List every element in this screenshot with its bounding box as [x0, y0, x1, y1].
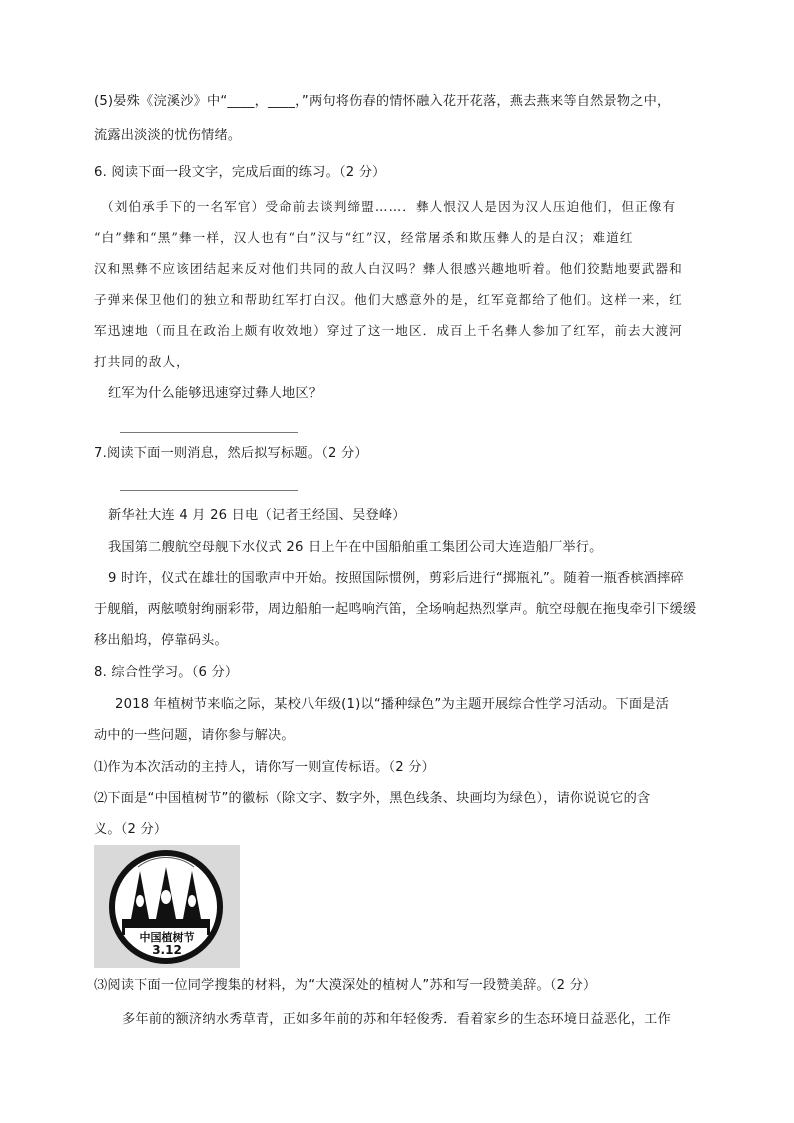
q6-passage-line-2: “白”彝和“黑”彝一样，汉人也有“白”汉与“红”汉，经常屠杀和欺压彝人的是白汉；难道红: [94, 230, 634, 245]
q5-line-2: 流露出淡淡的忧伤情绪。: [94, 128, 242, 143]
q6-title: 6. 阅读下面一段文字，完成后面的练习。（2 分）: [94, 165, 386, 180]
emblem-title: 中国植树节: [139, 931, 195, 944]
q8-sub-question-2-line-1: ⑵下面是“中国植树节”的徽标（除文字、数字外，黑色线条、块画均为绿色），请你说说它的含: [94, 791, 651, 806]
q7-answer-line[interactable]: [120, 490, 298, 491]
q8-sub-question-2-line-2: 义。（2 分）: [94, 822, 168, 837]
q8-intro-line-1: 2018 年植树节来临之际，某校八年级(1)以“播种绿色”为主题开展综合性学习活动。下面是活: [115, 697, 670, 712]
q5-line-1: (5)晏殊《浣溪沙》中“____，____，”两句将伤春的情怀融入花开花落，燕去燕来等自然景物之中，: [94, 94, 671, 109]
emblem-date: 3.12: [152, 943, 182, 957]
q8-title: 8. 综合性学习。（6 分）: [94, 665, 239, 680]
q7-news-para-2-line-3: 移出船坞，停靠码头。: [94, 633, 228, 648]
q6-passage-line-3: 汉和黑彝不应该团结起来反对他们共同的敌人白汉吗？彝人很感兴趣地听着。他们狡黠地要武器和: [94, 261, 683, 276]
q6-passage-line-4: 子弹来保卫他们的独立和帮助红军打白汉。他们大感意外的是，红军竟都给了他们。这样一来，红: [94, 292, 683, 307]
q6-passage-line-1: （刘伯承手下的一名军官）受命前去谈判缔盟……．彝人恨汉人是因为汉人压迫他们，但正像有: [101, 199, 677, 214]
q8-sub-question-3-passage: 多年前的额济纳水秀草青，正如多年前的苏和年轻俊秀．看着家乡的生态环境日益恶化，工作: [122, 1012, 671, 1027]
q7-news-para-2-line-1: 9 时许，仪式在雄壮的国歌声中开始。按照国际惯例，剪彩后进行“掷瓶礼”。随着一瓶香槟酒摔碎: [108, 571, 684, 586]
q8-intro-line-2: 动中的一些问题，请你参与解决。: [94, 728, 295, 743]
arbor-day-emblem: [94, 845, 240, 968]
q7-title: 7.阅读下面一则消息，然后拟写标题。（2 分）: [94, 446, 368, 461]
q6-question: 红军为什么能够迅速穿过彝人地区？: [108, 386, 323, 401]
q7-news-para-2-line-2: 于舰艏，两舷喷射绚丽彩带，周边船舶一起鸣响汽笛，全场响起热烈掌声。航空母舰在拖曳牵引下缓缓: [94, 602, 697, 617]
q7-news-para-1: 我国第二艘航空母舰下水仪式 26 日上午在中国船舶重工集团公司大连造船厂举行。: [108, 540, 603, 555]
q6-passage-line-5: 军迅速地（而且在政治上颇有收效地）穿过了这一地区．成百上千名彝人参加了红军，前去大渡河: [94, 323, 683, 338]
q8-sub-question-3: ⑶阅读下面一位同学搜集的材料，为“大漠深处的植树人”苏和写一段赞美辞。（2 分）: [94, 978, 597, 993]
q7-dateline: 新华社大连 4 月 26 日电（记者王经国、吴登峰）: [108, 508, 406, 523]
q8-sub-question-1: ⑴作为本次活动的主持人，请你写一则宣传标语。（2 分）: [94, 760, 436, 775]
q6-answer-line[interactable]: [120, 432, 298, 433]
q6-passage-line-6: 打共同的敌人，: [94, 354, 190, 369]
